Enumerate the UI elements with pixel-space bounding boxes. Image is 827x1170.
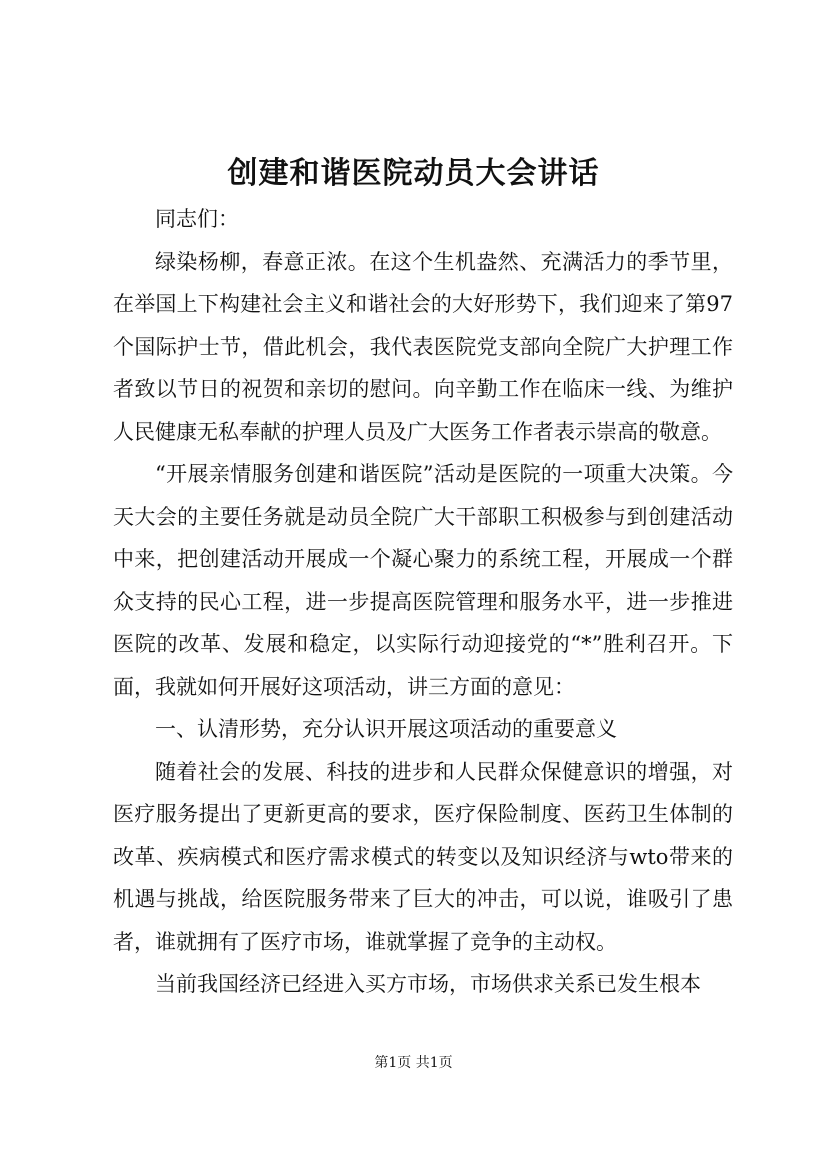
section-heading: 一、认清形势，充分认识开展这项活动的重要意义 [155, 717, 617, 741]
paragraph: “开展亲情服务创建和谐医院”活动是医院的一项重大决策。今天大会的主要任务就是动员全院广大干部职工积极参与到创建活动中来，把创建活动开展成一个凝心聚力的系统工程，开展成一个群众支持的民心工程，进一步提高医院管理和服务水平，进一步推进医院的改革、发展和稳定，以实际行动迎接党的“*”胜利召开。下面，我就如何开展好这项活动，讲三方面的意见： [113, 462, 733, 699]
document-body [113, 198, 733, 1006]
page-footer: 第1页 共1页 [374, 1055, 453, 1071]
paragraph: 当前我国经济已经进入买方市场，市场供求关系已发生根本 [155, 972, 701, 996]
paragraph: 绿染杨柳，春意正浓。在这个生机盎然、充满活力的季节里，在举国上下构建社会主义和谐社会的大好形势下，我们迎来了第97个国际护士节，借此机会，我代表医院党支部向全院广大护理工作者致以节日的祝贺和亲切的慰问。向辛勤工作在临床一线、为维护人民健康无私奉献的护理人员及广大医务工作者表示崇高的敬意。 [113, 249, 733, 444]
document-title: 创建和谐医院动员大会讲话 [227, 156, 600, 191]
salutation: 同志们： [155, 207, 239, 231]
paragraph: 随着社会的发展、科技的进步和人民群众保健意识的增强，对医疗服务提出了更新更高的要求，医疗保险制度、医药卫生体制的改革、疾病模式和医疗需求模式的转变以及知识经济与wto带来的机遇与挑战，给医院服务带来了巨大的冲击，可以说，谁吸引了患者，谁就拥有了医疗市场，谁就掌握了竞争的主动权。 [113, 759, 733, 954]
